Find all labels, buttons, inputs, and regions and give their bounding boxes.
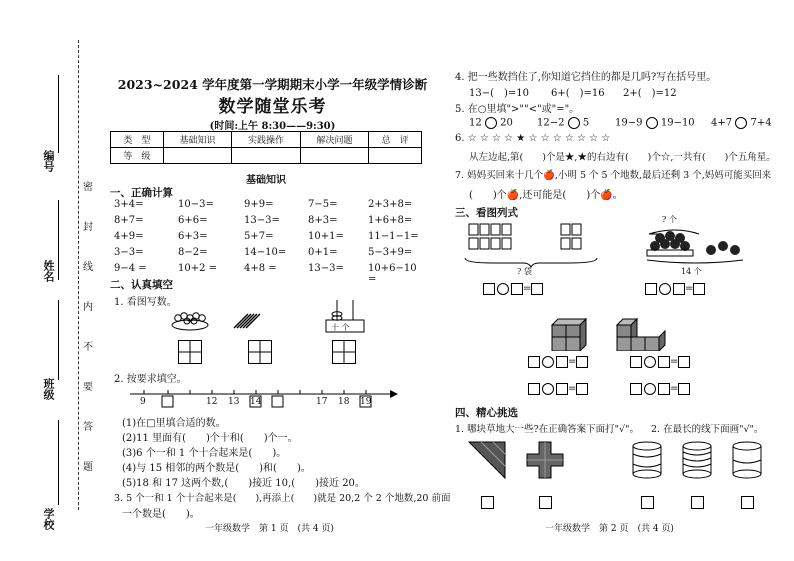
answer-circle[interactable] [542, 383, 554, 395]
q3-text: 3. 5 个一和 1 个十合起来是( ),再添上( )就是 20,2 个 2 个地数,20 前面 [114, 493, 451, 504]
numberline-label: 18 [338, 397, 350, 407]
compare-circle[interactable] [568, 117, 580, 129]
seal-char: 线 [83, 262, 93, 273]
seal-char: 不 [83, 342, 93, 353]
compare-circle[interactable] [735, 117, 747, 129]
answer-grid[interactable] [332, 340, 356, 364]
answer-circle[interactable] [497, 283, 509, 295]
q2-item: (1)在□里填合适的数。 [122, 418, 226, 429]
score-header-practice: 实践操作 [232, 132, 301, 148]
q6-stars: 6. ☆ ☆ ☆ ☆ ★ ☆ ☆ ☆ ☆ ☆ ☆ ☆ [455, 133, 611, 144]
score-cell[interactable] [163, 148, 232, 164]
q2-text: 2. 按要求填空。 [114, 374, 187, 385]
q5-item: 12 20 [469, 117, 513, 129]
answer-circle[interactable] [542, 356, 554, 368]
calc-problem[interactable]: 10+6−10 = [368, 263, 417, 285]
answer-box[interactable] [576, 356, 588, 368]
bags-icon [467, 222, 599, 256]
seal-char: 内 [83, 302, 93, 313]
seal-char: 封 [83, 222, 93, 233]
calc-problem[interactable]: 3+4= [114, 199, 144, 210]
page-footer: 一年级数学 第 2 页 (共 4 页) [545, 524, 674, 534]
calc-problem[interactable]: 5−3+9= [368, 247, 413, 258]
answer-grid[interactable] [248, 340, 272, 364]
answer-circle[interactable] [659, 283, 671, 295]
exam-subtitle: 数学随堂乐考 [218, 97, 327, 117]
calc-problem[interactable]: 13−3= [308, 263, 344, 274]
q5-item: 12−2 5 [537, 117, 590, 129]
q4-item: 13−( )=10 [469, 88, 530, 99]
equation-row: = [645, 283, 705, 295]
q7-text-cont: ( )个🍎,还可能是( )个🍎。 [469, 190, 623, 201]
school-label: 学校 [42, 508, 55, 530]
calc-problem[interactable]: 0+1= [308, 247, 338, 258]
bag-count-label: ? 袋 [517, 267, 532, 276]
exam-time: (时间:上午 8:30——9:30) [209, 121, 336, 132]
numberline-label: 12 [206, 397, 218, 407]
seal-char: 题 [83, 462, 93, 473]
numberline-label: 13 [228, 397, 240, 407]
answer-box[interactable] [630, 383, 642, 395]
score-table [110, 131, 422, 164]
calc-problem[interactable]: 14−10= [244, 247, 287, 258]
score-header-basic: 基础知识 [163, 132, 232, 148]
school-line [58, 420, 59, 505]
calc-problem[interactable]: 7−5= [308, 199, 338, 210]
q2-item: (3)6 个一和 1 个十合起来是( )。 [122, 448, 287, 459]
check-box[interactable] [691, 496, 704, 509]
id-label: 编号 [42, 150, 55, 172]
compare-circle[interactable] [485, 117, 497, 129]
answer-box[interactable] [511, 283, 523, 295]
section-4-title: 四、精心挑选 [455, 407, 518, 419]
binding-margin [0, 0, 96, 561]
calc-problem[interactable]: 2+3+8= [368, 199, 413, 210]
q2-item: (2)11 里面有( )个十和( )个一。 [122, 433, 298, 444]
calc-problem[interactable]: 5+7= [244, 231, 274, 242]
exam-title: 2023~2024 学年度第一学期期末小学一年级学情诊断 [117, 77, 428, 92]
answer-box[interactable] [678, 356, 690, 368]
calc-problem[interactable]: 13−3= [244, 215, 280, 226]
answer-box[interactable] [658, 383, 670, 395]
q2-item: (4)与 15 相邻的两个数是( )和( )。 [122, 463, 311, 474]
calc-problem[interactable]: 11−1−1= [368, 231, 419, 242]
cross-grass-icon [525, 440, 565, 480]
score-cell[interactable] [369, 148, 422, 164]
coil-icon [727, 440, 767, 480]
q5-item: 4+7 7+4 [711, 117, 772, 129]
cubes-icon [550, 315, 600, 351]
q2-item: (5)18 和 17 这两个数,( )接近 10,( )接近 20。 [122, 478, 365, 489]
q6-text: 从左边起,第( )个是★,★的右边有( )个☆,一共有( )个五角星。 [469, 152, 776, 163]
numberline-label: 14 [250, 397, 262, 407]
numberline-label: 17 [316, 397, 328, 407]
calc-problem[interactable]: 3−3= [114, 247, 144, 258]
calc-problem[interactable]: 8+7= [114, 215, 144, 226]
equation-row: = [630, 383, 690, 395]
numberline-label: 19 [360, 397, 372, 407]
sticks-icon [232, 312, 262, 330]
q1-text: 1. 看图写数。 [114, 297, 177, 308]
answer-box[interactable] [556, 356, 568, 368]
check-box[interactable] [641, 496, 654, 509]
s4-q1-text: 1. 哪块草地大一些?在正确答案下面打"√"。 [455, 424, 639, 435]
seal-char: 密 [83, 182, 93, 193]
score-cell[interactable] [232, 148, 301, 164]
q7-text: 7. 妈妈买回来十几个🍎,小明 5 个 5 个地数,最后还剩 3 个,妈妈可能买回来 [455, 170, 772, 181]
answer-box[interactable] [645, 283, 657, 295]
score-grade-label: 等 级 [111, 148, 164, 164]
equation-row: = [528, 383, 588, 395]
coil-icon [627, 440, 667, 480]
q4-item: 2+( )=12 [623, 88, 677, 99]
answer-box[interactable] [483, 283, 495, 295]
q3-text-cont: 一个数是( )。 [122, 509, 200, 520]
answer-circle[interactable] [644, 383, 656, 395]
answer-box[interactable] [673, 283, 685, 295]
calc-problem[interactable]: 10+2 = [178, 263, 218, 274]
calc-problem[interactable]: 9+9= [244, 199, 274, 210]
right-page [455, 0, 785, 561]
seal-char: 要 [83, 382, 93, 393]
section-3-title: 三、看图列式 [455, 207, 518, 219]
s4-q2-text: 2. 在最长的线下面画"√"。 [651, 424, 764, 435]
answer-box[interactable] [658, 356, 670, 368]
id-line [58, 75, 59, 153]
q5-item: 19−9 19−10 [615, 117, 695, 129]
seal-line [78, 40, 79, 510]
answer-box[interactable] [531, 283, 543, 295]
section-1-title: 一、正确计算 [110, 187, 173, 199]
score-header-type: 类 型 [111, 132, 164, 148]
class-label: 班级 [42, 378, 55, 400]
check-box[interactable] [481, 496, 494, 509]
calc-problem[interactable]: 4+8 = [244, 263, 277, 274]
calc-problem[interactable]: 6+6= [178, 215, 208, 226]
calc-problem[interactable]: 9−4 = [114, 263, 147, 274]
q5-text: 5. 在○里填">""<"或"="。 [455, 104, 580, 115]
answer-box[interactable] [678, 383, 690, 395]
score-header-total: 总 评 [369, 132, 422, 148]
left-page [110, 0, 451, 561]
balls-icon [645, 222, 745, 266]
numberline-label: 9 [140, 397, 146, 407]
triangle-grass-icon [467, 440, 507, 480]
answer-box[interactable] [576, 383, 588, 395]
name-line [58, 200, 59, 280]
answer-box[interactable] [528, 356, 540, 368]
equation-row: = [528, 356, 588, 368]
check-box[interactable] [741, 496, 754, 509]
answer-grid[interactable] [178, 340, 202, 364]
class-line [58, 300, 59, 380]
cubes-icon [615, 315, 685, 351]
answer-circle[interactable] [644, 356, 656, 368]
number-line [130, 386, 430, 412]
abacus-label: 十 个 [331, 323, 350, 332]
coil-icon [677, 440, 717, 480]
answer-box[interactable] [630, 356, 642, 368]
section-basic-title: 基础知识 [246, 175, 286, 186]
calc-problem[interactable]: 8+3= [308, 215, 338, 226]
score-header-solve: 解决问题 [300, 132, 369, 148]
answer-box[interactable] [693, 283, 705, 295]
calc-problem[interactable]: 8−2= [178, 247, 208, 258]
answer-box[interactable] [528, 383, 540, 395]
page-footer: 一年级数学 第 1 页 (共 4 页) [205, 524, 334, 534]
calc-problem[interactable]: 4+9= [114, 231, 144, 242]
calc-problem[interactable]: 10−3= [178, 199, 214, 210]
equation-row: = [630, 356, 690, 368]
calc-problem[interactable]: 1+6+8= [368, 215, 413, 226]
seal-char: 答 [83, 422, 93, 433]
calc-problem[interactable]: 10+1= [308, 231, 344, 242]
score-cell[interactable] [300, 148, 369, 164]
calc-problem[interactable]: 6+3= [178, 231, 208, 242]
section-2-title: 二、认真填空 [110, 279, 173, 291]
total-count-label: 14 个 [681, 267, 702, 276]
q4-text: 4. 把一些数挡住了,你知道它挡住的都是几吗?写在括号里。 [455, 72, 717, 83]
check-box[interactable] [539, 496, 552, 509]
equation-row: = [483, 283, 543, 295]
eggs-icon [170, 309, 210, 331]
unknown-count-label: ? 个 [662, 215, 677, 224]
answer-box[interactable] [556, 383, 568, 395]
compare-circle[interactable] [646, 117, 658, 129]
q4-item: 6+( )=16 [551, 88, 605, 99]
name-label: 姓名 [42, 260, 55, 282]
